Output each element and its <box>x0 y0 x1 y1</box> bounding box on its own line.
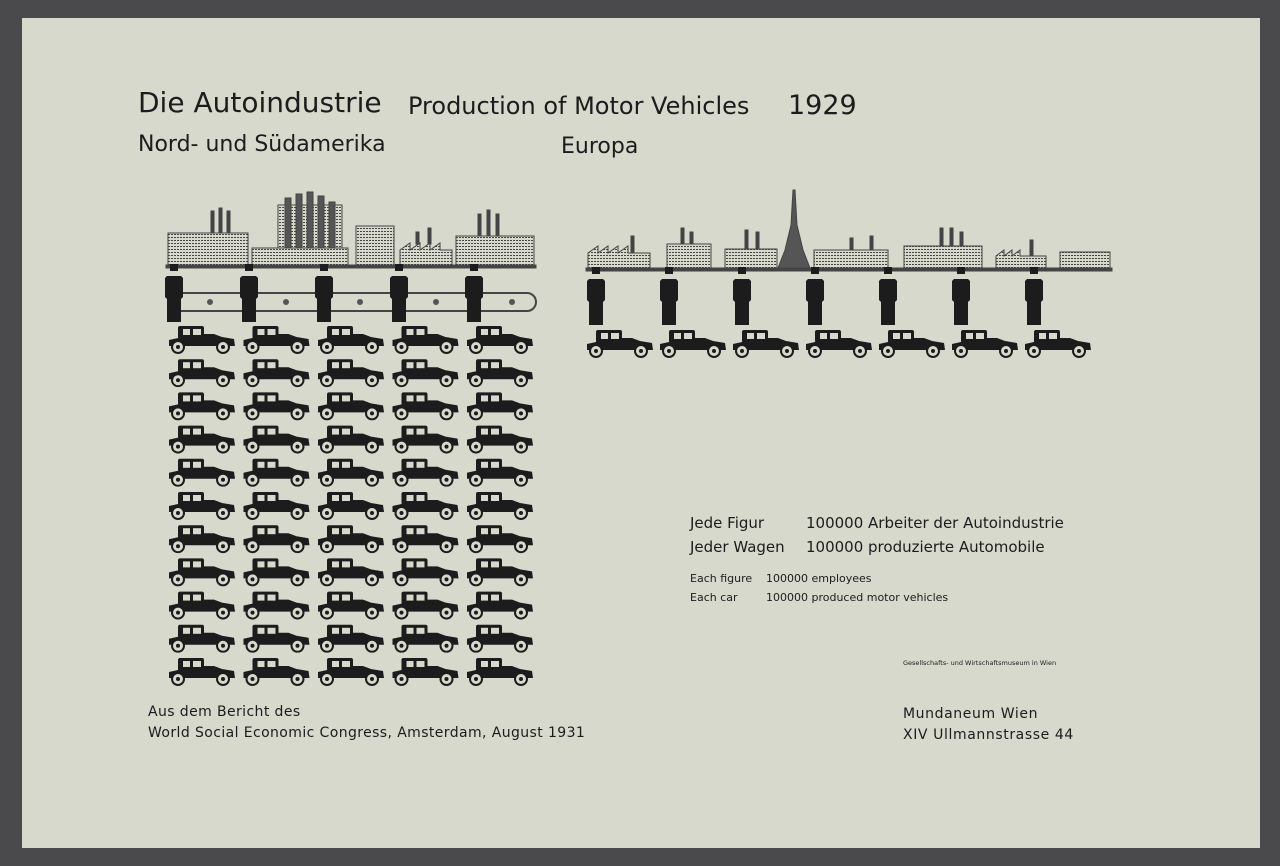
car-icon <box>169 392 235 419</box>
worker-figure <box>952 267 970 325</box>
car-icon <box>318 558 384 585</box>
car-icon <box>393 525 459 552</box>
car-icon <box>244 359 310 386</box>
car-icon <box>318 459 384 486</box>
car-icon <box>318 658 384 685</box>
car-icon <box>393 658 459 685</box>
car-icon <box>393 326 459 353</box>
car-icon <box>660 330 726 357</box>
car-icon <box>393 359 459 386</box>
legend-car-en-label: Each car <box>690 591 738 604</box>
car-icon <box>169 558 235 585</box>
car-icon <box>244 326 310 353</box>
worker-figure <box>733 267 751 325</box>
title-german: Die Autoindustrie <box>138 86 382 119</box>
legend-car-de-label: Jeder Wagen <box>690 538 785 556</box>
europe-factory-skyline <box>586 190 1112 271</box>
legend-car-de-value: 100000 produzierte Automobile <box>806 538 1045 556</box>
car-icon <box>244 392 310 419</box>
car-icon <box>467 525 533 552</box>
americas-cars <box>169 326 533 685</box>
legend-figure-en-value: 100000 employees <box>766 572 872 585</box>
car-icon <box>169 658 235 685</box>
car-icon <box>733 330 799 357</box>
source-line-1: Aus dem Bericht des <box>148 704 301 720</box>
car-icon <box>393 592 459 619</box>
worker-figure <box>587 267 605 325</box>
car-icon <box>318 359 384 386</box>
car-icon <box>467 492 533 519</box>
car-icon <box>244 525 310 552</box>
car-icon <box>467 658 533 685</box>
address-line-1: Mundaneum Wien <box>903 706 1039 722</box>
worker-figure <box>1025 267 1043 325</box>
car-icon <box>244 558 310 585</box>
car-icon <box>467 459 533 486</box>
car-icon <box>169 426 235 453</box>
car-icon <box>467 426 533 453</box>
car-icon <box>244 658 310 685</box>
car-icon <box>318 625 384 652</box>
worker-figure <box>879 267 897 325</box>
worker-figure <box>465 264 483 322</box>
car-icon <box>467 558 533 585</box>
worker-figure <box>390 264 408 322</box>
car-icon <box>587 330 653 357</box>
worker-figure <box>806 267 824 325</box>
car-icon <box>169 359 235 386</box>
car-icon <box>244 426 310 453</box>
car-icon <box>467 592 533 619</box>
car-icon <box>393 459 459 486</box>
car-icon <box>467 392 533 419</box>
car-icon <box>244 492 310 519</box>
car-icon <box>393 492 459 519</box>
car-icon <box>318 392 384 419</box>
region-label-europe: Europa <box>561 134 639 159</box>
car-icon <box>318 592 384 619</box>
worker-figure <box>315 264 333 322</box>
car-icon <box>393 558 459 585</box>
car-icon <box>244 459 310 486</box>
car-icon <box>318 426 384 453</box>
car-icon <box>169 492 235 519</box>
legend-car-en-value: 100000 produced motor vehicles <box>766 591 949 604</box>
car-icon <box>467 359 533 386</box>
car-icon <box>318 326 384 353</box>
region-label-americas: Nord- und Südamerika <box>138 132 386 157</box>
europe-cars <box>587 330 1091 357</box>
europe-workers <box>587 267 1116 325</box>
legend-figure-de-label: Jede Figur <box>690 514 765 532</box>
car-icon <box>318 492 384 519</box>
car-icon <box>318 525 384 552</box>
worker-figure <box>660 267 678 325</box>
car-icon <box>169 459 235 486</box>
car-icon <box>169 326 235 353</box>
car-icon <box>806 330 872 357</box>
car-icon <box>393 392 459 419</box>
car-icon <box>169 592 235 619</box>
legend-figure-en-label: Each figure <box>690 572 753 585</box>
car-icon <box>169 625 235 652</box>
car-icon <box>244 592 310 619</box>
car-icon <box>952 330 1018 357</box>
legend-figure-de-value: 100000 Arbeiter der Autoindustrie <box>806 514 1064 532</box>
title-english: Production of Motor Vehicles <box>408 92 750 120</box>
source-line-2: World Social Economic Congress, Amsterdam, August 1931 <box>148 725 586 741</box>
car-icon <box>467 326 533 353</box>
worker-figure <box>240 264 258 322</box>
car-icon <box>169 525 235 552</box>
museum-credit: Gesellschafts- und Wirtschaftsmuseum in Wien <box>903 659 1057 667</box>
worker-figure-partial <box>1098 267 1116 325</box>
car-icon <box>393 625 459 652</box>
worker-figure <box>165 264 183 322</box>
car-icon <box>1025 330 1091 357</box>
car-icon <box>467 625 533 652</box>
americas-factory-skyline <box>166 192 536 268</box>
car-icon <box>244 625 310 652</box>
address-line-2: XIV Ullmannstrasse 44 <box>903 727 1074 743</box>
car-icon <box>393 426 459 453</box>
car-icon <box>879 330 945 357</box>
title-year: 1929 <box>788 90 857 121</box>
